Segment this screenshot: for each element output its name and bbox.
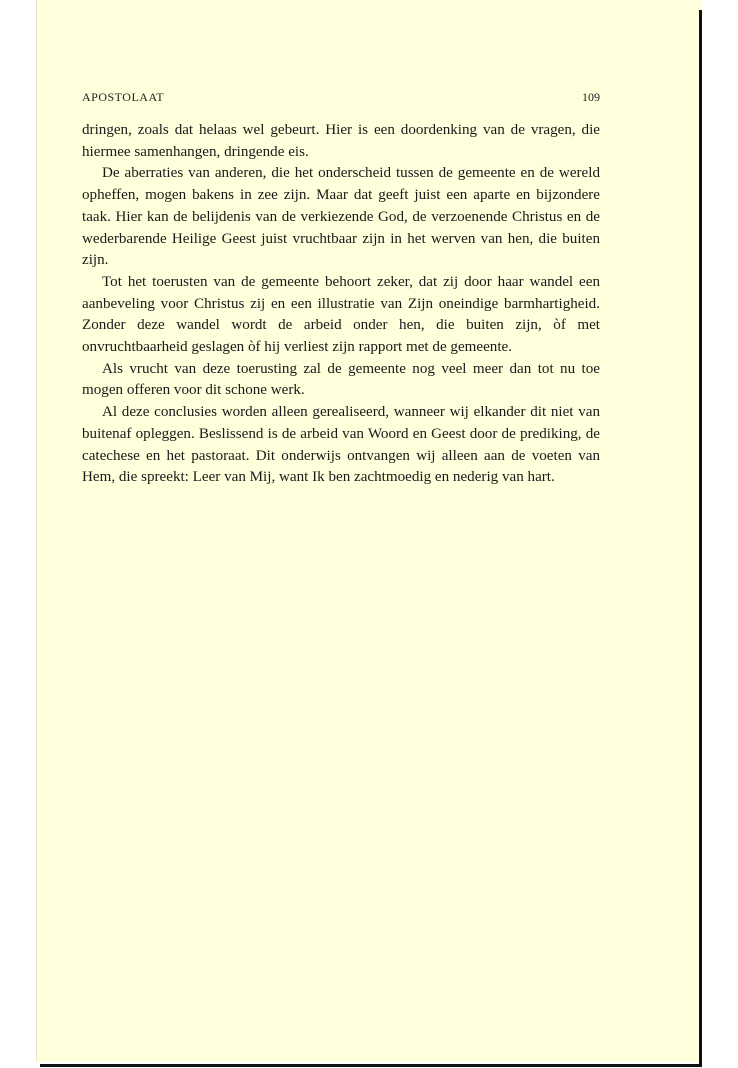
- page-edge-bottom: [40, 1064, 702, 1067]
- running-head-title: APOSTOLAAT: [82, 90, 165, 104]
- paragraph-3: Tot het toerusten van de gemeente behoort zeker, dat zij door haar wandel een aanbeveling voor Christus zij en een illustratie van Zijn oneindige barmhartigheid. Zonder deze wandel wordt de arbeid onder hen, die buiten zijn, òf met onvruchtbaarheid geslagen òf hij verliest zijn rapport met de gemeente.: [82, 273, 600, 356]
- page-edge-right: [699, 10, 702, 1067]
- paragraph-2: De aberraties van anderen, die het onderscheid tussen de gemeente en de wereld opheffen, mogen bakens in zee zijn. Maar dat geeft juist een aparte en bijzondere taak. Hier kan de belijdenis van de verkiezende God, de verzoenende Christus en de wederbarende Heilige Geest juist vruchtbaar zijn in het werven van hen, die buiten zijn.: [82, 165, 600, 269]
- page-number: 109: [582, 90, 600, 104]
- paragraph-1: dringen, zoals dat helaas wel gebeurt. Hier is een doordenking van de vragen, die hiermee samenhangen, dringende eis.: [82, 122, 600, 160]
- paragraph-5: Al deze conclusies worden alleen gerealiseerd, wanneer wij elkander dit niet van buitenaf opleggen. Beslissend is de arbeid van Woord en Geest door de prediking, de catechese en het pastoraat. Dit onderwijs ontvangen wij alleen aan de voeten van Hem, die spreekt: Leer van Mij, want Ik ben zachtmoedig en nederig van hart.: [82, 404, 600, 486]
- paragraph-4: Als vrucht van deze toerusting zal de gemeente nog veel meer dan tot nu toe mogen offeren voor dit schone werk.: [82, 360, 600, 399]
- body-text: [82, 120, 600, 489]
